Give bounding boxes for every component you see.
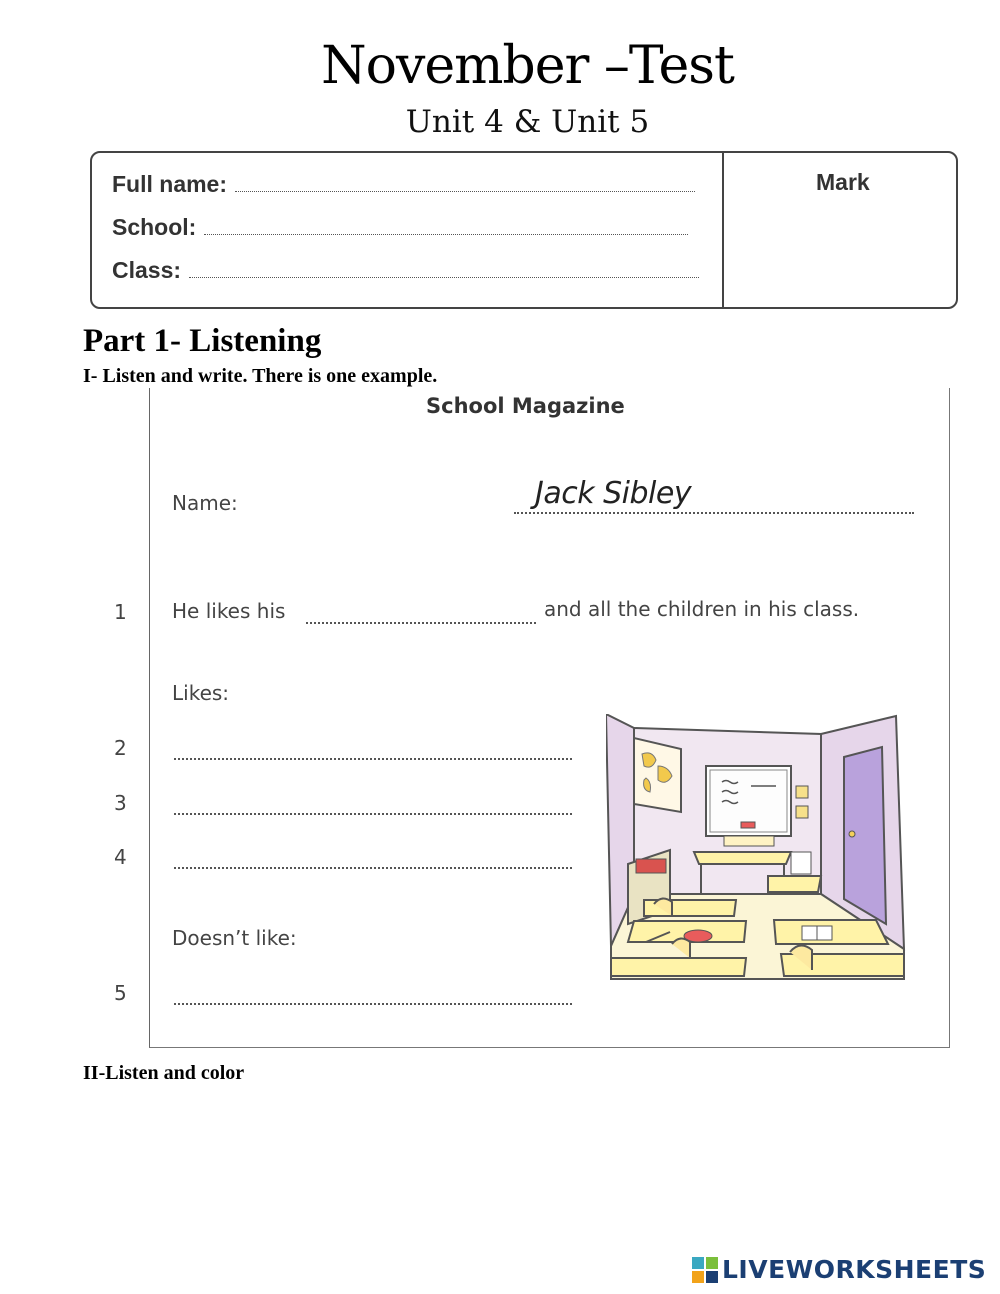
school-magazine-box	[114, 388, 950, 1048]
liveworksheets-logo-icon	[692, 1257, 718, 1283]
part2-instruction: II-Listen and color	[83, 1062, 245, 1084]
likes-label: Likes:	[172, 681, 230, 705]
question-number-5: 5	[114, 981, 127, 1005]
example-answer: Jack Sibley	[535, 476, 692, 511]
question-number-1: 1	[114, 600, 127, 624]
name-label: Name:	[172, 491, 238, 515]
school-field	[112, 214, 688, 241]
answer-line-2[interactable]	[174, 758, 572, 760]
part1-instruction: I- Listen and write. There is one example.	[83, 365, 438, 387]
answer-line-1[interactable]	[306, 622, 536, 624]
answer-line-5[interactable]	[174, 1003, 572, 1005]
full-name-line[interactable]	[235, 190, 695, 192]
class-line[interactable]	[189, 276, 699, 278]
page-title: November –Test	[321, 36, 734, 96]
info-box-divider	[722, 153, 724, 307]
doesnt-like-label: Doesn’t like:	[172, 926, 297, 950]
school-line[interactable]	[204, 233, 688, 235]
full-name-label: Full name:	[112, 171, 228, 197]
name-answer-line	[514, 512, 914, 514]
answer-line-4[interactable]	[174, 867, 572, 869]
full-name-field	[112, 171, 695, 198]
question-number-2: 2	[114, 736, 127, 760]
mark-label: Mark	[816, 169, 870, 195]
answer-line-3[interactable]	[174, 813, 572, 815]
question-number-4: 4	[114, 845, 127, 869]
liveworksheets-logo[interactable]	[692, 1255, 986, 1284]
class-label: Class:	[112, 257, 182, 283]
part1-title: Part 1- Listening	[83, 323, 322, 359]
item1-text-before: He likes his	[172, 599, 286, 623]
magazine-title: School Magazine	[426, 394, 625, 418]
item1-text-after: and all the children in his class.	[544, 597, 860, 621]
classroom-illustration-icon	[606, 714, 916, 986]
page-subtitle: Unit 4 & Unit 5	[405, 104, 650, 140]
liveworksheets-brand: LIVEWORKSHEETS	[722, 1255, 987, 1284]
class-field	[112, 257, 699, 284]
school-label: School:	[112, 214, 197, 240]
question-number-3: 3	[114, 791, 127, 815]
student-info-box	[90, 151, 958, 309]
